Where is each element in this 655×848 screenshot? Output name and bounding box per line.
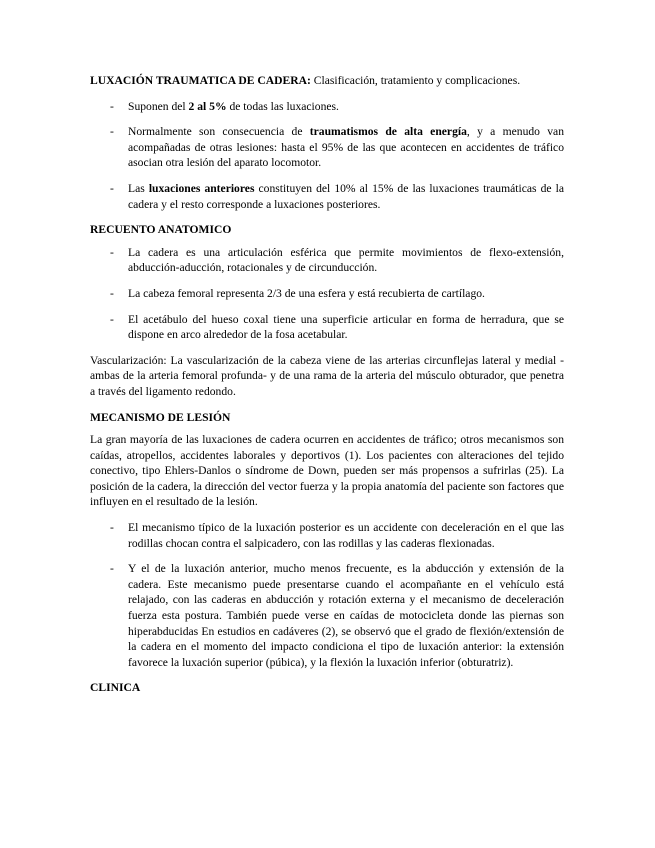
bullet-dash: - [110,245,114,259]
title-bold: LUXACIÓN TRAUMATICA DE CADERA: [90,74,311,87]
mechanism-paragraph: La gran mayoría de las luxaciones de cadera ocurren en accidentes de tráfico; otros mecanismos son caídas, atropellos, accidentes laborales y deportivos (1). Los pacientes con alteraciones del tejido conectivo, tipo Ehlers-Danlos o síndrome de Down, pueden ser más propensos a sufrirlas (25). La posición de la cadera, la dirección del vector fuerza y la propia anatomía del paciente son factores que influyen en el resultado de la lesión. [90,433,564,509]
bullet-dash: - [110,99,114,113]
section-heading-clinic: CLINICA [90,681,141,695]
item-bold: traumatismos de alta energía [309,125,467,139]
item-text: Las [128,181,149,195]
item-text: El acetábulo del hueso coxal tiene una superficie articular en forma de herradura, que se dispone en arco alrededor de la fosa acetabular. [128,312,564,342]
list-item [90,124,564,171]
anatomy-list [90,245,564,343]
item-text: Suponen del [128,99,189,113]
item-text: , y a menudo van acompañadas de otras lesiones: hasta el 95% de las que acontecen en accidentes de tráfico asocian otra lesión del aparato locomotor. [128,125,564,170]
item-text: Normalmente son consecuencia de [128,125,310,139]
section-heading-anatomy: RECUENTO ANATOMICO [90,223,232,237]
title-rest: Clasificación, tratamiento y complicaciones. [310,74,521,87]
item-text: Y el de la luxación anterior, mucho menos frecuente, es la abducción y extensión de la cadera. Este mecanismo puede presentarse cuando el acompañante en el vehículo está relajado, con las caderas en abducción y rotación externa y el mecanismo de deceleración fuerza esta postura. También puede verse en caídas de motocicleta donde las piernas son hiperabducidas En estudios en cadáveres (2), se observó que el grado de flexión/extensión de la cadera en el momento del impacto condiciona el tipo de luxación anterior: la extensión favorece la luxación superior (púbica), y la flexión la luxación inferior (obturatriz). [128,562,564,669]
bullet-dash: - [110,521,114,535]
bullet-dash: - [110,286,114,300]
list-item [90,99,564,115]
bullet-dash: - [110,562,114,576]
bullet-dash: - [110,125,114,139]
document-page [90,73,564,703]
list-item [90,561,564,670]
list-item [90,181,564,212]
bullet-dash: - [110,181,114,195]
vascularization-paragraph: Vascularización: La vascularización de la cabeza viene de las arterias circunflejas lateral y medial -ambas de la arteria femoral profunda- y de una rama de la arteria del músculo obturador, que penetra a través del ligamento redondo. [90,353,564,398]
intro-list [90,99,564,213]
item-text: constituyen del 10% al 15% de las luxaciones traumáticas de la cadera y el resto corresponde a luxaciones posteriores. [128,181,564,211]
item-text: El mecanismo típico de la luxación posterior es un accidente con deceleración en el que las rodillas chocan contra el salpicadero, con las rodillas y las caderas flexionadas. [128,521,564,550]
item-bold: luxaciones anteriores [148,181,255,195]
list-item [90,520,564,551]
item-text: La cadera es una articulación esférica que permite movimientos de flexo-extensión, abducción-aducción, rotacionales y de circunducción. [128,245,564,275]
mechanism-list [90,520,564,670]
section-heading-mechanism: MECANISMO DE LESIÓN [90,410,231,424]
bullet-dash: - [110,312,114,326]
item-bold: 2 al 5% [188,99,227,113]
item-text: de todas las luxaciones. [226,99,339,113]
list-item [90,245,564,276]
list-item [90,286,564,302]
document-title [90,73,564,89]
item-text: La cabeza femoral representa 2/3 de una esfera y está recubierta de cartílago. [128,286,485,300]
list-item [90,312,564,343]
